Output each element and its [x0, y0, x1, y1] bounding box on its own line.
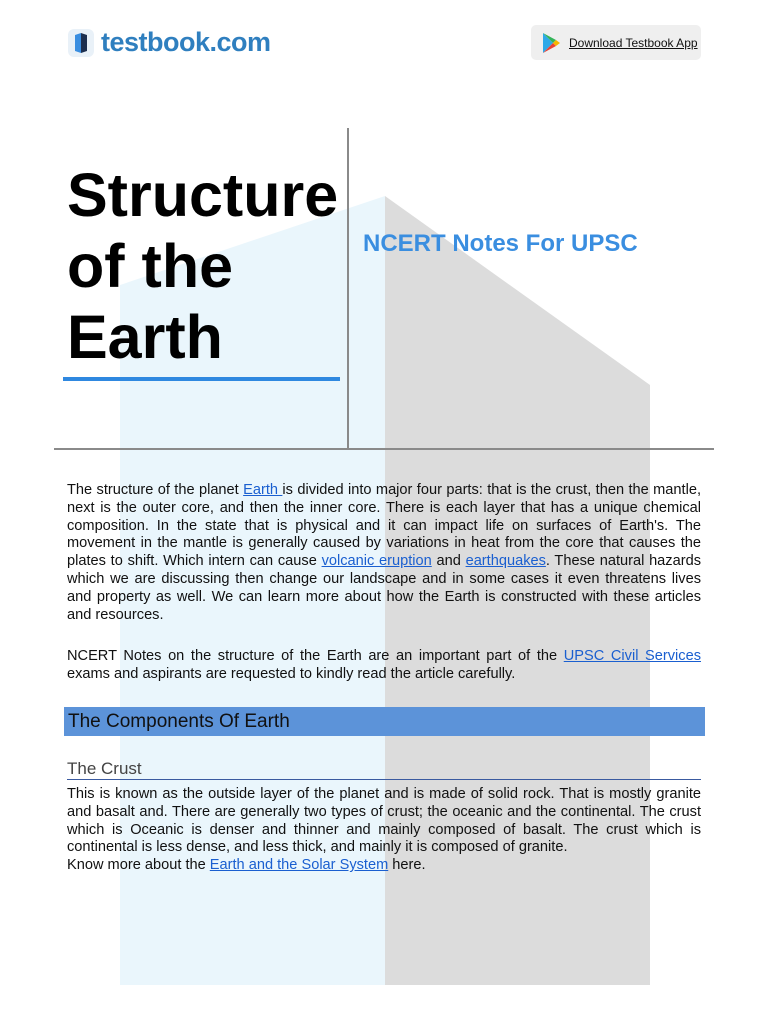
- testbook-logo-icon: [67, 28, 95, 58]
- page-subtitle: NCERT Notes For UPSC: [363, 230, 638, 257]
- vertical-divider: [347, 128, 349, 449]
- volcanic-eruption-link[interactable]: volcanic eruption: [321, 553, 432, 570]
- upsc-civil-services-link[interactable]: UPSC Civil Services: [563, 648, 701, 664]
- crust-paragraph: [67, 786, 701, 875]
- subsection-heading: [67, 759, 701, 780]
- google-play-icon: [541, 32, 561, 54]
- intro-paragraph: The structure of the planet Earth is divided into major four parts: that is the crust, then the mantle, next is the outer core, and then the inner core. There is each layer that has a unique chemical composition. In the state that is physical and it can impact life on surfaces of Earth's. The movement in the mantle is generally caused by variations in heat from the core that causes the plates to shift. Which intern can cause volcanic eruption and earthquakes. These natural hazards which we are discussing then change our landscape and in some cases it even threatens lives and property as well. We can learn more about how the Earth is constructed with these articles and resources.: [67, 482, 701, 623]
- page-title: [67, 160, 347, 373]
- earth-solar-system-link[interactable]: Earth and the Solar System: [209, 857, 389, 874]
- horizontal-divider: [54, 448, 714, 450]
- section-heading: The Components Of Earth: [68, 710, 290, 732]
- download-app-button[interactable]: [531, 25, 701, 60]
- crust-heading: The Crust: [67, 759, 142, 778]
- crust-text: This is known as the outside layer of the planet and is made of solid rock. That is mostly granite and basalt and. There are generally two types of crust; the oceanic and the continental. The crust which is Oceanic is denser and thinner and mainly composed of basalt. The crust which is continental is less dense, and less thick, and mainly it is composed of granite.: [67, 786, 701, 856]
- title-underline: [63, 377, 340, 381]
- testbook-logo[interactable]: [67, 27, 271, 58]
- earthquakes-link[interactable]: earthquakes: [465, 553, 546, 570]
- title-line: Structure: [67, 161, 339, 229]
- logo-text: testbook.com: [101, 27, 271, 57]
- title-line: Earth: [67, 303, 223, 371]
- title-line: of the: [67, 232, 234, 300]
- ncert-paragraph: NCERT Notes on the structure of the Earth are an important part of the UPSC Civil Services exams and aspirants are requested to kindly read the article carefully.: [67, 648, 701, 682]
- know-more-line: Know more about the Earth and the Solar System here.: [67, 857, 426, 874]
- earth-link[interactable]: Earth: [243, 482, 283, 498]
- download-app-label: Download Testbook App: [569, 35, 698, 50]
- section-heading-bar: [64, 707, 705, 736]
